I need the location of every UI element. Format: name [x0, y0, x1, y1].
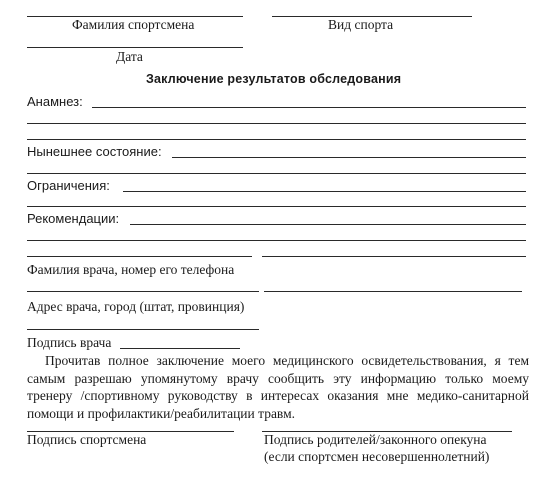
sport-label: Вид спорта	[328, 17, 394, 32]
doctor-name-phone-label: Фамилия врача, номер его телефона	[27, 262, 235, 277]
doctor-phone-line[interactable]	[264, 291, 522, 292]
consent-paragraph	[27, 352, 529, 422]
recommendations-line-2[interactable]	[27, 240, 526, 241]
consent-text: Прочитав полное заключение моего медицинского освидетельствования, я тем самым разрешаю упомянутому врачу сообщить эту информацию только моему тренеру /спортивному руководству в интересах оказания мне медико-санитарной помощи и профилактики/реабилитации травм.	[27, 353, 529, 421]
anamnesis-line-2[interactable]	[27, 123, 526, 124]
doctor-address-label: Адрес врача, город (штат, провинция)	[27, 299, 245, 314]
current-state-label: Нынешнее состояние:	[27, 144, 162, 159]
athlete-surname-label: Фамилия спортсмена	[72, 17, 195, 32]
recommendations-line-1[interactable]	[130, 224, 526, 225]
athlete-signature-label: Подпись спортсмена	[27, 432, 147, 447]
current-state-line-1[interactable]	[172, 157, 526, 158]
doctor-signature-label: Подпись врача	[27, 335, 112, 350]
guardian-note: (если спортсмен несовершеннолетний)	[264, 449, 490, 464]
date-label: Дата	[116, 49, 143, 64]
recommendations-line-4[interactable]	[262, 256, 526, 257]
current-state-line-2[interactable]	[27, 173, 526, 174]
restrictions-line-1[interactable]	[123, 191, 526, 192]
doctor-address-line[interactable]	[27, 329, 259, 330]
guardian-signature-label: Подпись родителей/законного опекуна	[264, 432, 487, 447]
doctor-signature-line[interactable]	[120, 348, 240, 349]
anamnesis-line-1[interactable]	[92, 107, 526, 108]
doctor-name-line[interactable]	[27, 291, 259, 292]
restrictions-label: Ограничения:	[27, 178, 110, 193]
anamnesis-line-3[interactable]	[27, 139, 526, 140]
anamnesis-label: Анамнез:	[27, 94, 83, 109]
date-line[interactable]	[27, 47, 243, 48]
page-title: Заключение результатов обследования	[146, 72, 402, 86]
recommendations-line-3[interactable]	[27, 256, 252, 257]
restrictions-line-2[interactable]	[27, 206, 526, 207]
recommendations-label: Рекомендации:	[27, 211, 120, 226]
